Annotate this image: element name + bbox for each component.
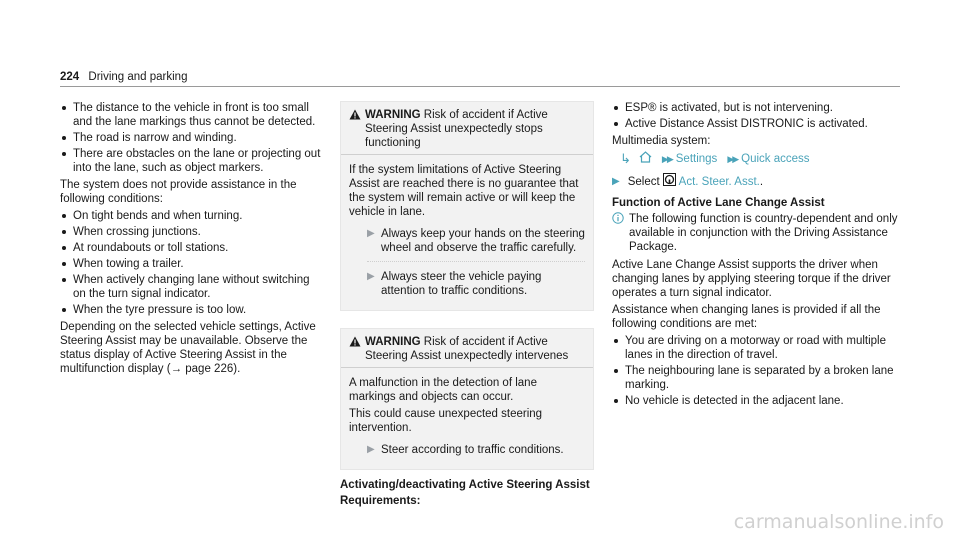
conditions-list <box>60 209 322 317</box>
play-triangle-icon: ▶ <box>367 271 375 282</box>
list-item: When towing a trailer. <box>60 257 322 271</box>
divider <box>341 154 593 155</box>
section-title: Driving and parking <box>88 71 188 83</box>
steering-assist-icon <box>663 173 676 190</box>
return-arrow-icon: ↳ <box>620 151 631 166</box>
paragraph-page-reference: Depending on the selected vehicle settings, Active Steering Assist may be unavailable. Observe the status display of Active Steering Assist in the multifunction display (→ page 226). <box>60 321 316 375</box>
warning-triangle-icon <box>349 335 365 363</box>
paragraph: Active Lane Change Assist supports the driver when changing lanes by applying steering torque if the driver operates a turn signal indicator. <box>612 259 891 299</box>
warning-box <box>340 101 594 311</box>
warning-header <box>349 335 585 363</box>
list-item: ESP® is activated, but is not intervening. <box>612 101 902 115</box>
double-chevron-icon: ▶▶ <box>727 154 738 164</box>
list-item: When the tyre pressure is too low. <box>60 303 322 317</box>
warning-triangle-icon <box>349 108 365 150</box>
column-left <box>60 101 322 379</box>
list-item: No vehicle is detected in the adjacent lane. <box>612 394 902 408</box>
select-instruction: ▶ Select Act. Steer. Asst. . <box>612 173 902 190</box>
warning-title: Risk of accident if Active Steering Assist unexpectedly stops functioning <box>365 109 548 149</box>
requirements-list <box>612 101 902 131</box>
instruction-step: ▶ Always keep your hands on the steering wheel and observe the traffic carefully. <box>367 228 585 254</box>
page-header <box>60 70 187 84</box>
paragraph: The system does not provide assistance in the following conditions: <box>60 179 297 205</box>
limitations-list <box>60 101 322 175</box>
play-triangle-icon: ▶ <box>367 444 375 455</box>
warning-body: If the system limitations of Active Steering Assist are reached there is no guarantee that the system will remain active or will keep the vehicle in lane. <box>349 164 579 218</box>
info-icon <box>612 212 629 254</box>
list-item: There are obstacles on the lane or projecting out into the lane, such as object markers. <box>60 147 322 175</box>
list-item: The neighbouring lane is separated by a broken lane marking. <box>612 364 902 392</box>
section-heading: Function of Active Lane Change Assist <box>612 197 825 209</box>
page-number: 224 <box>60 71 80 83</box>
menu-item-act-steer-asst[interactable]: Act. Steer. Asst. <box>678 175 760 188</box>
section-heading: Activating/deactivating Active Steering Assist <box>340 479 590 491</box>
list-item: At roundabouts or toll stations. <box>60 241 322 255</box>
divider <box>367 261 585 262</box>
list-item: Active Distance Assist DISTRONIC is activated. <box>612 117 902 131</box>
warning-label: WARNING <box>365 336 421 348</box>
play-triangle-icon: ▶ <box>612 175 620 187</box>
play-triangle-icon: ▶ <box>367 228 375 239</box>
conditions-list <box>612 334 902 408</box>
multimedia-label: Multimedia system: <box>612 135 711 147</box>
divider <box>341 367 593 368</box>
double-chevron-icon: ▶▶ <box>661 154 672 164</box>
home-icon <box>639 151 652 167</box>
menu-path <box>620 151 902 167</box>
list-item: On tight bends and when turning. <box>60 209 322 223</box>
list-item: The distance to the vehicle in front is too small and the lane markings thus cannot be detected. <box>60 101 322 129</box>
info-note: The following function is country-dependent and only available in conjunction with the Driving Assistance Package. <box>612 212 902 254</box>
warning-box <box>340 328 594 470</box>
instruction-step: ▶ Steer according to traffic conditions. <box>367 444 564 456</box>
list-item: When actively changing lane without switching on the turn signal indicator. <box>60 273 322 301</box>
warning-label: WARNING <box>365 109 421 121</box>
header-divider <box>60 86 900 87</box>
warning-body: This could cause unexpected steering intervention. <box>349 408 543 434</box>
paragraph: Assistance when changing lanes is provided if all the following conditions are met: <box>612 304 881 330</box>
column-middle <box>340 101 594 510</box>
requirements-label: Requirements: <box>340 495 421 507</box>
warning-header <box>349 108 585 150</box>
warning-body: A malfunction in the detection of lane markings and objects can occur. <box>349 377 537 403</box>
menu-item-quick-access[interactable]: Quick access <box>741 153 810 165</box>
column-right <box>612 101 902 411</box>
list-item: The road is narrow and winding. <box>60 131 322 145</box>
list-item: When crossing junctions. <box>60 225 322 239</box>
watermark: carmanualsonline.info <box>733 511 944 533</box>
list-item: You are driving on a motorway or road with multiple lanes in the direction of travel. <box>612 334 902 362</box>
warning-title: Risk of accident if Active Steering Assist unexpectedly intervenes <box>365 336 569 362</box>
instruction-step: ▶ Always steer the vehicle paying attention to traffic conditions. <box>367 271 542 297</box>
menu-item-settings[interactable]: Settings <box>675 153 718 165</box>
